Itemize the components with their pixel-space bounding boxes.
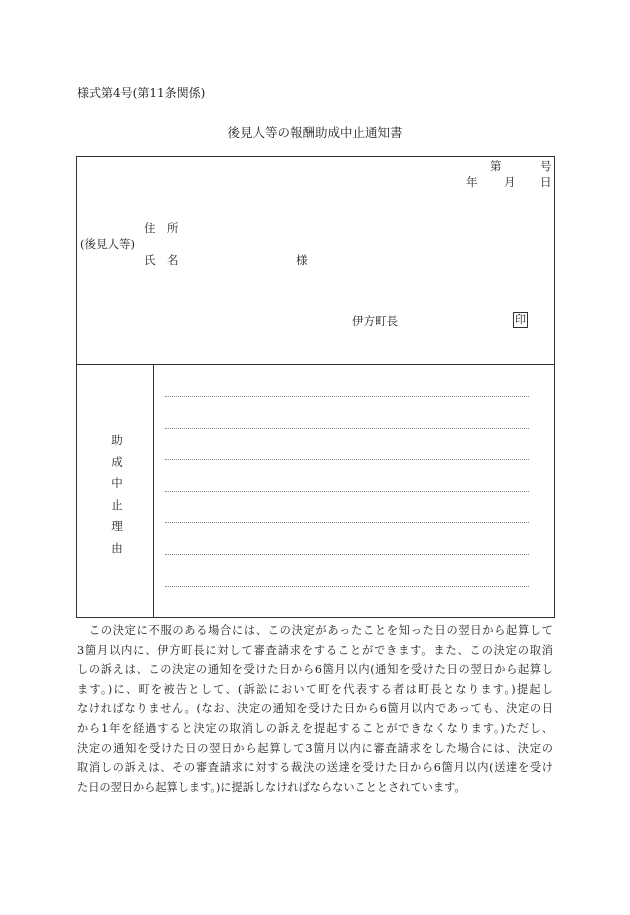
notice-line: 3箇月以内に、伊方町長に対して審査請求をすることができます。また、この決定の取消 — [77, 643, 553, 657]
vertical-divider — [153, 364, 154, 617]
number-suffix: 号 — [540, 159, 552, 173]
guardian-role-label: (後見人等) — [80, 237, 135, 251]
notice-line: 取消しの訴えは、その審査請求に対する裁決の送達を受けた日から6箇月以内(送達を受け — [77, 761, 553, 775]
number-prefix: 第 — [490, 159, 502, 173]
reason-writing-line[interactable] — [165, 396, 529, 397]
reason-writing-line[interactable] — [165, 586, 529, 587]
reason-label-char: 中 — [111, 476, 123, 490]
honorific-label: 様 — [296, 253, 308, 267]
date-year: 年 — [466, 175, 478, 189]
form-number-label: 様式第4号(第11条関係) — [77, 86, 206, 100]
reason-label — [110, 430, 124, 559]
name-label: 氏 名 — [144, 253, 179, 267]
notice-line: 決定の通知を受けた日の翌日から起算して3箇月以内に審査請求をした場合には、決定の — [77, 741, 553, 755]
notice-line: しの訴えは、この決定の通知を受けた日から6箇月以内(通知を受けた日の翌日から起算し — [77, 663, 553, 677]
address-label: 住 所 — [144, 221, 179, 235]
notice-line: た日の翌日から起算します。)に提訴しなければならないこととされています。 — [77, 780, 466, 794]
notice-line: この決定に不服のある場合には、この決定があったことを知った日の翌日から起算して — [77, 624, 553, 637]
date-day: 日 — [540, 175, 552, 189]
reason-writing-line[interactable] — [165, 459, 529, 460]
date-month: 月 — [504, 175, 516, 189]
seal-mark: 印 — [515, 313, 526, 326]
appeal-notice — [77, 621, 553, 797]
notice-line: なければなりません。(なお、決定の通知を受けた日から6箇月以内であっても、決定の日 — [77, 702, 553, 716]
notice-line: から1年を経過すると決定の取消しの訴えを提起することができなくなります。)ただし、 — [77, 721, 553, 735]
issuer-title: 伊方町長 — [352, 314, 398, 328]
reason-writing-line[interactable] — [165, 428, 529, 429]
reason-label-char: 理 — [111, 519, 123, 533]
reason-writing-line[interactable] — [165, 554, 529, 555]
horizontal-divider — [77, 364, 554, 365]
reason-label-char: 由 — [111, 540, 123, 555]
document-title: 後見人等の報酬助成中止通知書 — [227, 125, 403, 140]
reason-label-char: 成 — [111, 454, 123, 469]
reason-writing-line[interactable] — [165, 522, 529, 523]
notice-line: ます。)に、町を被告として、(訴訟において町を代表する者は町長となります。)提起し — [77, 682, 553, 696]
reason-label-char: 止 — [111, 497, 123, 512]
reason-label-char: 助 — [111, 433, 123, 447]
reason-writing-line[interactable] — [165, 491, 529, 492]
